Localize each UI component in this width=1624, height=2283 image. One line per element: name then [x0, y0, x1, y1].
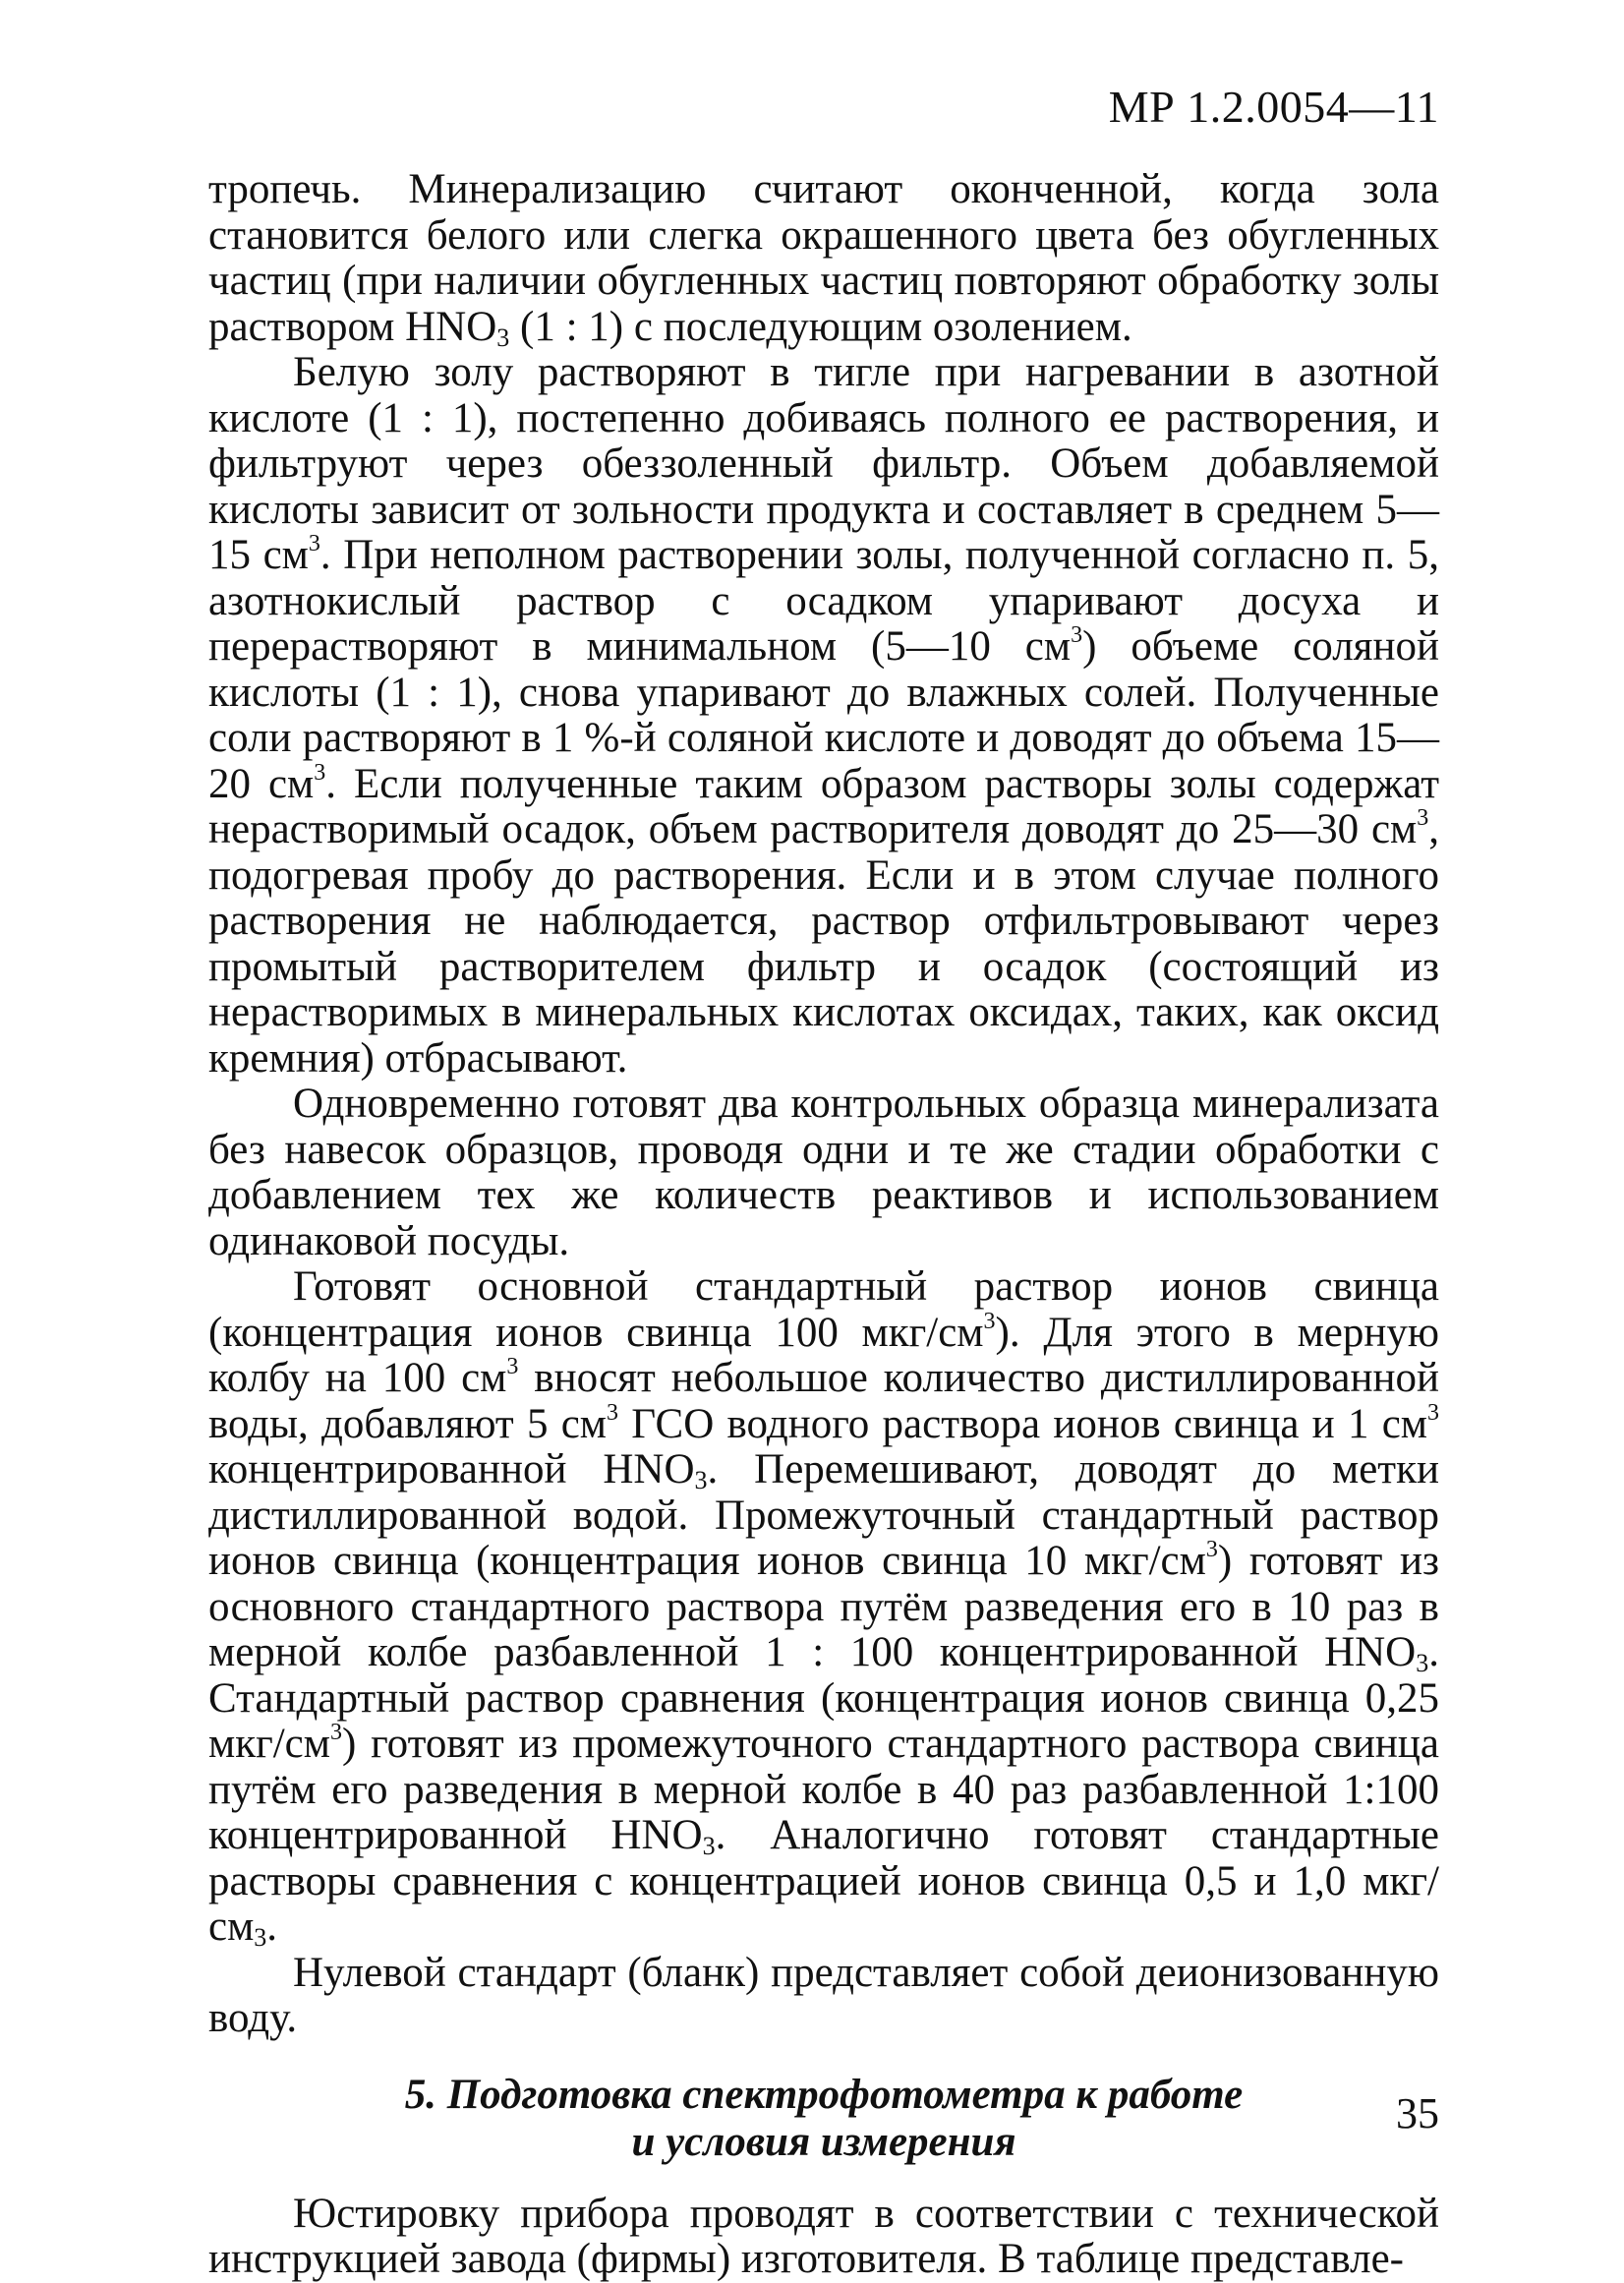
subscript: 3	[254, 1923, 267, 1952]
section-heading	[208, 2072, 1439, 2166]
subscript: 3	[694, 1466, 708, 1494]
text-span: .	[266, 1903, 278, 1950]
text-span: Одновременно готовят два контрольных образца минерализата без навесок образцов, проводя одни и те же стадии обработки с добавлением тех же количеств реактивов и использованием одинаковой посуды.	[208, 1081, 1439, 1264]
paragraph-ash-mineralization	[208, 167, 1439, 350]
text-span: , подогревая пробу до растворения. Если и в этом случае полного растворения не наблюдается, раствор отфильтровывают через промытый растворителем фильтр и осадок (состоящий из нерастворимых в минеральных кислотах оксидах, таких, как оксид кремния) отбрасывают.	[208, 806, 1439, 1082]
superscript: 3	[1427, 1399, 1439, 1426]
superscript: 3	[1071, 622, 1083, 648]
text-span: (1 : 1) с последующим озолением.	[509, 303, 1132, 350]
text-span: концентрированной HNO	[208, 1446, 695, 1493]
paragraph-ash-dissolution	[208, 350, 1439, 1082]
superscript: 3	[308, 531, 320, 556]
text-span: . Если полученные таким образом растворы золы содержат нерастворимый осадок, объем растворителя доводят до 25—30 см	[208, 760, 1439, 852]
text-span: ). Для этого в мерную колбу на 100 см	[208, 1309, 1440, 1401]
text-span: . При неполном растворении золы, полученной согласно п. 5, азотнокислый раствор с осадком упаривают досуха и перерастворяют в минимальном (5—10 см	[208, 532, 1440, 670]
superscript: 3	[1417, 805, 1429, 831]
text-span: ) готовят из основного стандартного раствора путём разведения его в 10 раз в мерной колбе разбавленной 1 : 100 концентрированной HNO	[208, 1538, 1439, 1675]
text-span: . Стандартный раствор сравнения (концентрация ионов свинца 0,25 мкг/см	[208, 1629, 1439, 1767]
subscript: 3	[496, 322, 510, 352]
page-number: 35	[1396, 2089, 1439, 2137]
paragraph-control-samples	[208, 1082, 1439, 1264]
paragraph-standard-solutions	[208, 1264, 1439, 1951]
document-code-header: МР 1.2.0054—11	[1108, 82, 1439, 132]
superscript: 3	[1205, 1537, 1218, 1562]
paragraph-instrument-adjustment	[208, 2192, 1439, 2283]
text-span: Нулевой стандарт (бланк) представляет собой деионизованную воду.	[208, 1949, 1439, 2041]
section-heading-line-1: 5. Подготовка спектрофотометра к работе	[404, 2071, 1244, 2118]
text-span: ГСО водного раствора ионов свинца и 1 см	[618, 1400, 1427, 1447]
paragraph-zero-standard	[208, 1951, 1439, 2042]
text-span: ) объеме соляной кислоты (1 : 1), снова упаривают до влажных солей. Полученные соли растворяют в 1 %-й соляной кислоте и доводят до объема 15—20 см	[208, 623, 1439, 807]
text-span: . Перемешивают, доводят до метки дистиллированной водой. Промежуточный стандартный раствор ионов свинца (концентрация ионов свинца 10 мкг/см	[208, 1446, 1439, 1584]
superscript: 3	[329, 1720, 342, 1745]
page-body	[208, 167, 1439, 2283]
subscript: 3	[702, 1832, 716, 1860]
subscript: 3	[1416, 1649, 1429, 1677]
superscript: 3	[607, 1399, 619, 1426]
superscript: 3	[314, 759, 326, 786]
text-span: вносят небольшое количество дистиллированной воды, добавляют 5 см	[208, 1355, 1439, 1447]
text-span: . Аналогично готовят стандартные растворы сравнения с концентрацией ионов свинца 0,5 и 1,0 мкг/см	[208, 1812, 1439, 1950]
superscript: 3	[506, 1354, 519, 1379]
text-span: тропечь. Минерализацию считают оконченной, когда зола становится белого или слегка окрашенного цвета без обугленных частиц (при наличии обугленных частиц повторяют обработку золы раствором HNO	[208, 166, 1439, 350]
text-span: Юстировку прибора проводят в соответствии с технической инструкцией завода (фирмы) изготовителя. В таблице представле-	[208, 2190, 1439, 2282]
section-heading-line-2: и условия измерения	[631, 2118, 1016, 2165]
text-span: ) готовят из промежуточного стандартного раствора свинца путём его разведения в мерной колбе в 40 раз разбавленной 1:100 концентрированной HNO	[208, 1721, 1439, 1858]
text-span: Белую золу растворяют в тигле при нагревании в азотной кислоте (1 : 1), постепенно добиваясь полного ее растворения, и фильтруют через обеззоленный фильтр. Объем добавляемой кислоты зависит от зольности продукта и составляет в среднем 5—15 см	[208, 349, 1439, 578]
text-span: Готовят основной стандартный раствор ионов свинца (концентрация ионов свинца 100 мкг/см	[208, 1263, 1439, 1356]
superscript: 3	[983, 1308, 996, 1334]
